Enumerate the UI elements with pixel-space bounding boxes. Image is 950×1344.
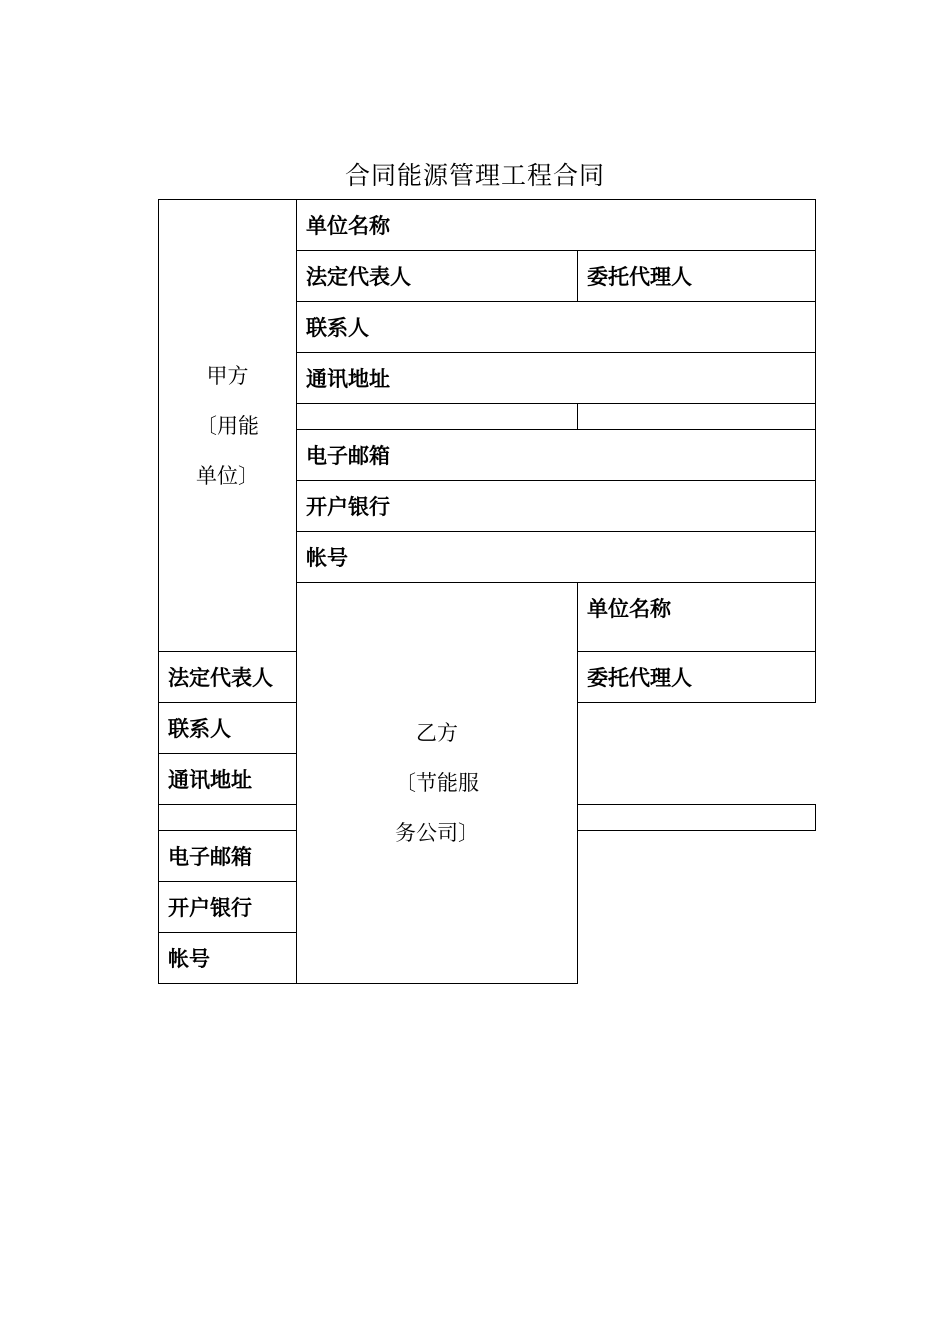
party-b-address-field[interactable]: 通讯地址: [159, 754, 578, 805]
table-row: [159, 200, 816, 251]
party-a-contact-field[interactable]: 联系人: [297, 302, 816, 353]
table-row: [159, 754, 816, 805]
party-b-name: 乙方: [416, 721, 458, 745]
table-row: [159, 933, 816, 984]
party-a-desc-line2: 单位〕: [196, 463, 259, 488]
party-a-label-cell: [159, 200, 297, 652]
party-a-agent-field[interactable]: 委托代理人: [578, 251, 816, 302]
party-b-account-field[interactable]: 帐号: [159, 933, 578, 984]
party-a-desc-line1: 〔用能: [196, 413, 259, 438]
party-b-contact-field[interactable]: 联系人: [159, 703, 578, 754]
contract-info-table: [158, 199, 816, 984]
party-b-desc-line1: 〔节能服: [395, 771, 479, 795]
party-b-blank-cell-left[interactable]: [159, 805, 297, 831]
table-row: [159, 882, 816, 933]
party-a-blank-cell-right[interactable]: [578, 404, 816, 430]
party-a-account-field[interactable]: 帐号: [297, 532, 816, 583]
party-b-unit-name-field[interactable]: 单位名称: [578, 583, 816, 652]
party-b-email-field[interactable]: 电子邮箱: [159, 831, 578, 882]
party-b-agent-field[interactable]: 委托代理人: [578, 652, 816, 703]
party-b-blank-cell-right[interactable]: [578, 805, 816, 831]
document-title: 合同能源管理工程合同: [344, 161, 605, 190]
party-a-blank-cell-left[interactable]: [297, 404, 578, 430]
party-a-legal-rep-field[interactable]: 法定代表人: [297, 251, 578, 302]
table-row: [159, 831, 816, 882]
party-a-unit-name-field[interactable]: 单位名称: [297, 200, 816, 251]
party-b-legal-rep-field[interactable]: 法定代表人: [159, 652, 297, 703]
party-b-desc-line2: 务公司〕: [395, 821, 479, 845]
party-b-bank-field[interactable]: 开户银行: [159, 882, 578, 933]
table-row: [159, 703, 816, 754]
party-a-address-field[interactable]: 通讯地址: [297, 353, 816, 404]
party-a-bank-field[interactable]: 开户银行: [297, 481, 816, 532]
party-a-email-field[interactable]: 电子邮箱: [297, 430, 816, 481]
party-a-name: 甲方: [206, 363, 249, 388]
